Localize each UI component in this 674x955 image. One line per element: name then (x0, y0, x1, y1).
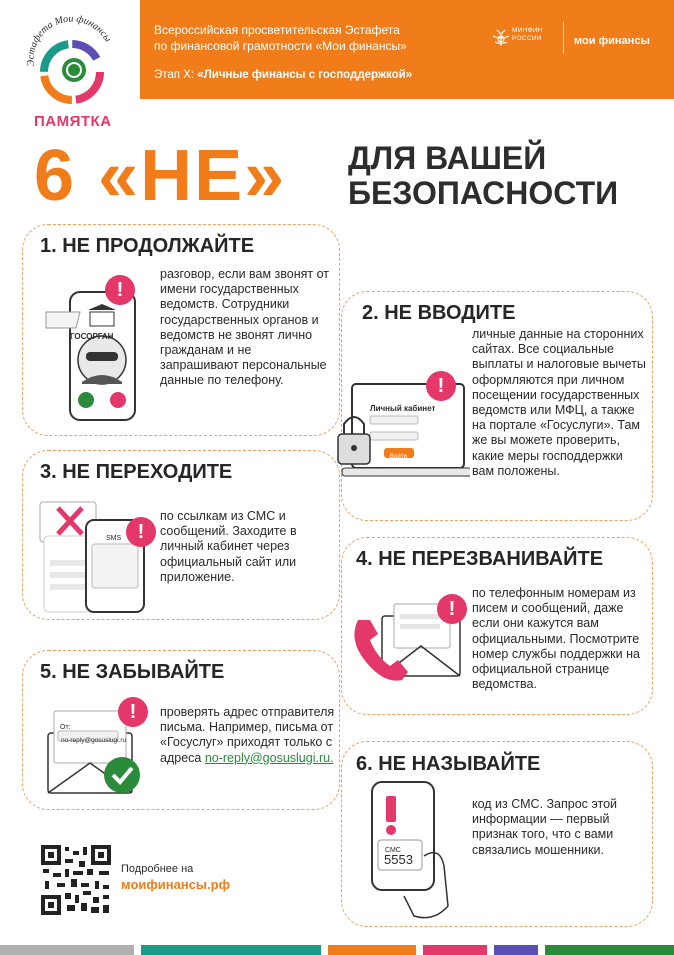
gosuslugi-email-link[interactable]: no-reply@gosuslugi.ru. (204, 750, 334, 765)
relay-logo-icon (14, 6, 124, 110)
header-stage: Этап X: «Личные финансы с господдержкой» (154, 69, 413, 81)
card-6-title: 6. НЕ НАЗЫВАЙТЕ (356, 753, 541, 775)
brand-name: мои финансы (574, 35, 650, 47)
card-4-title: 4. НЕ ПЕРЕЗВАНИВАЙТЕ (356, 548, 604, 570)
card-2-title: 2. НЕ ВВОДИТЕ (362, 302, 516, 324)
card-5-title: 5. НЕ ЗАБЫВАЙТЕ (40, 661, 225, 683)
card-2-screen-button: Войти (390, 454, 407, 460)
header-divider (563, 22, 564, 54)
logo-arc-text: Эстафета Мои финансы (25, 13, 114, 67)
card-2-text: личные данные на сторонних сайтах. Все социальные выплаты и налоговые вычеты оформляются при личном посещении государственных ведомств или МФЦ, а также на портале «Госуслуги». Там же вы можете проверить, какие меры господдержки вам положены. (472, 327, 646, 478)
svg-text:Эстафета Мои финансы (25, 13, 113, 66)
card-5-from-label: От: (60, 724, 71, 731)
card-5-from-address: no-reply@gosuslugi.ru (61, 737, 127, 744)
card-2-screen-title: Личный кабинет (370, 404, 436, 413)
website-link[interactable]: моифинансы.рф (121, 877, 230, 892)
phone-sms-code-icon (364, 776, 464, 926)
card-6-sms-code: 5553 (384, 852, 413, 867)
header-title: Всероссийская просветительская Эстафета по финансовой грамотности «Мои финансы» (154, 23, 407, 53)
headline-six-not: 6 «НЕ» (34, 136, 287, 216)
card-3-sms-label: SMS (106, 535, 122, 542)
card-6-sms-label: СМС (385, 847, 401, 854)
qr-code-icon (41, 845, 111, 915)
card-5-text: проверять адрес отправителя письма. Например, письма от «Госуслуг» приходят только с адреса no-reply@gosuslugi.ru. (160, 705, 335, 765)
card-1-title: 1. НЕ ПРОДОЛЖАЙТЕ (40, 235, 255, 257)
card-1-text: разговор, если вам звонят от имени государственных ведомств. Сотрудники государственных органов и ведомств не звонят лично гражданам и не запрашивают персональные данные по телефону. (160, 267, 330, 388)
alert-icon: ! (126, 517, 156, 547)
alert-icon: ! (105, 275, 135, 305)
minfin-label: МИНФИН РОССИИ (512, 27, 543, 42)
card-1-badge: ГОСОРГАН (70, 332, 114, 341)
card-3-title: 3. НЕ ПЕРЕХОДИТЕ (40, 461, 233, 483)
alert-icon: ! (426, 371, 456, 401)
card-6-text: код из СМС. Запрос этой информации — первый признак того, что с вами связались мошенники. (472, 797, 618, 857)
card-4-text: по телефонным номерам из писем и сообщений, даже если они кажутся вам официальными. Посмотрите номер службы поддержки на официальной странице ведомства. (472, 586, 640, 692)
memo-label: ПАМЯТКА (34, 113, 112, 130)
card-3-text: по ссылкам из СМС и сообщений. Заходите в личный кабинет через официальный сайт или приложение. (160, 509, 297, 584)
footer-color-bars (0, 945, 674, 955)
more-info-label: Подробнее на (121, 863, 194, 875)
headline-subtitle: ДЛЯ ВАШЕЙ БЕЗОПАСНОСТИ (348, 140, 619, 211)
alert-icon: ! (118, 697, 148, 727)
alert-icon: ! (437, 594, 467, 624)
header-banner (140, 0, 674, 99)
